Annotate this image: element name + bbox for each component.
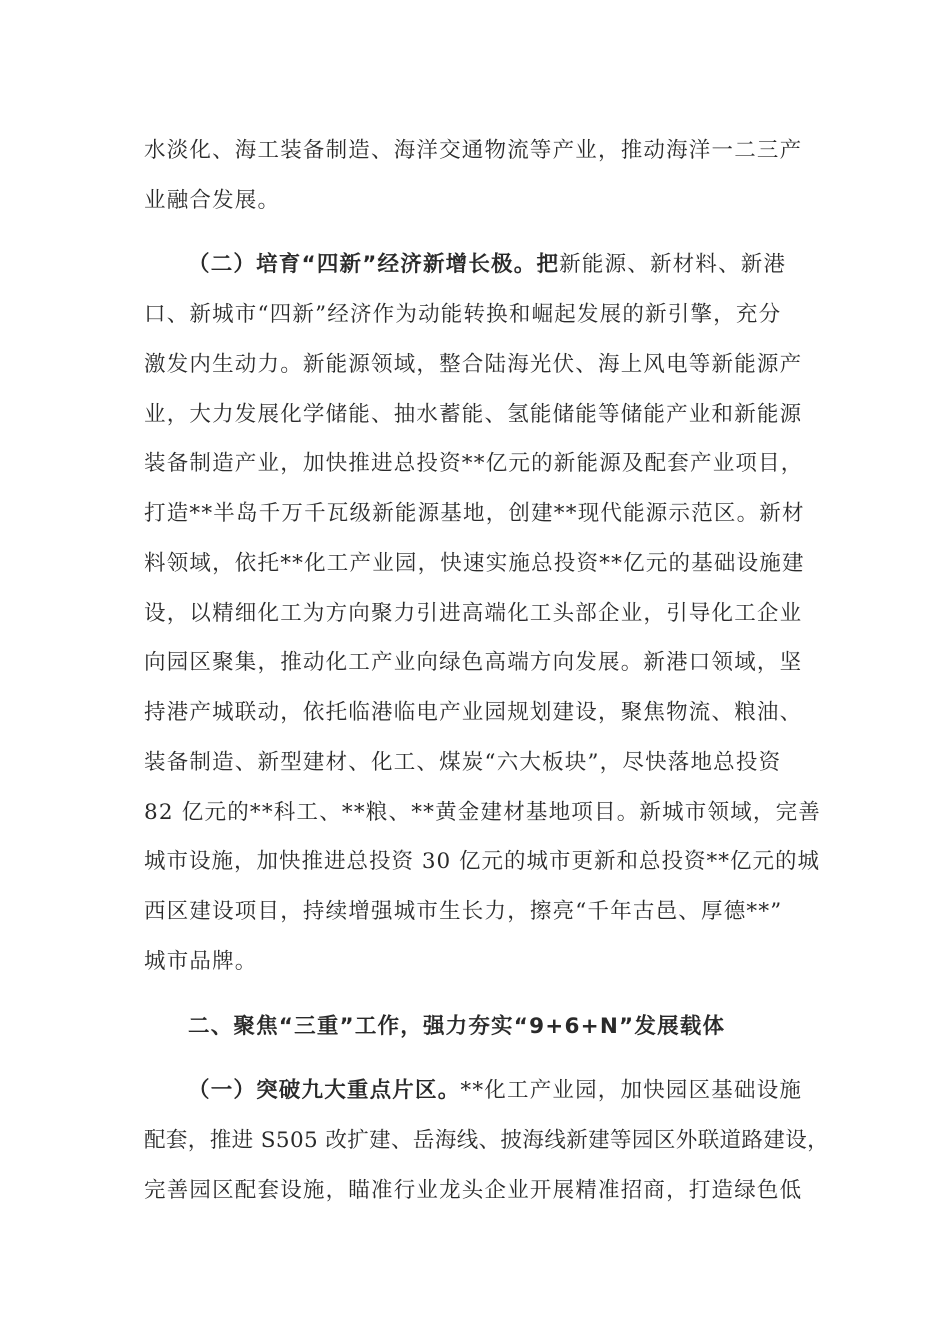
body-line-15: 城市设施，加快推进总投资 30 亿元的城市更新和总投资**亿元的城 <box>144 849 821 874</box>
body-line-8: 打造**半岛千万千瓦级新能源基地，创建**现代能源示范区。新材 <box>144 501 805 526</box>
paragraph-3-first-text: **化工产业园，加快园区基础设施 <box>460 1078 803 1103</box>
body-line-12: 持港产城联动，依托临港临电产业园规划建设，聚焦物流、粮油、 <box>144 700 803 725</box>
body-line-19: 配套，推进 S505 改扩建、岳海线、披海线新建等园区外联道路建设， <box>144 1128 830 1153</box>
body-line-1: 水淡化、海工装备制造、海洋交通物流等产业，推动海洋一二三产 <box>144 138 803 163</box>
body-line-2: 业融合发展。 <box>144 188 281 213</box>
body-line-6: 业，大力发展化学储能、抽水蓄能、氢能储能等储能产业和新能源 <box>144 402 803 427</box>
body-line-9: 料领域，依托**化工产业园，快速实施总投资**亿元的基础设施建 <box>144 551 805 576</box>
body-line-10: 设，以精细化工为方向聚力引进高端化工头部企业，引导化工企业 <box>144 601 803 626</box>
paragraph-2-first-text: 新能源、新材料、新港 <box>559 252 787 277</box>
body-line-17: 城市品牌。 <box>144 949 258 974</box>
body-line-16: 西区建设项目，持续增强城市生长力，擦亮“千年古邑、厚德**” <box>144 899 783 924</box>
paragraph-3-first-line <box>188 1073 828 1109</box>
body-line-14: 82 亿元的**科工、**粮、**黄金建材基地项目。新城市领域，完善 <box>144 800 821 825</box>
paragraph-2-first-line <box>188 247 828 283</box>
body-line-4: 口、新城市“四新”经济作为动能转换和崛起发展的新引擎，充分 <box>144 302 782 327</box>
body-line-20: 完善园区配套设施，瞄准行业龙头企业开展精准招商，打造绿色低 <box>144 1178 803 1203</box>
body-line-5: 激发内生动力。新能源领域，整合陆海光伏、海上风电等新能源产 <box>144 352 803 377</box>
section-heading: 二、聚焦“三重”工作，强力夯实“9+6+N”发展载体 <box>188 1014 726 1039</box>
body-line-7: 装备制造产业，加快推进总投资**亿元的新能源及配套产业项目， <box>144 451 804 476</box>
body-line-11: 向园区聚集，推动化工产业向绿色高端方向发展。新港口领域，坚 <box>144 650 803 675</box>
paragraph-2-heading: （二）培育“四新”经济新增长极。把 <box>188 252 560 277</box>
paragraph-3-heading: （一）突破九大重点片区。 <box>188 1078 461 1103</box>
body-line-13: 装备制造、新型建材、化工、煤炭“六大板块”，尽快落地总投资 <box>144 750 782 775</box>
